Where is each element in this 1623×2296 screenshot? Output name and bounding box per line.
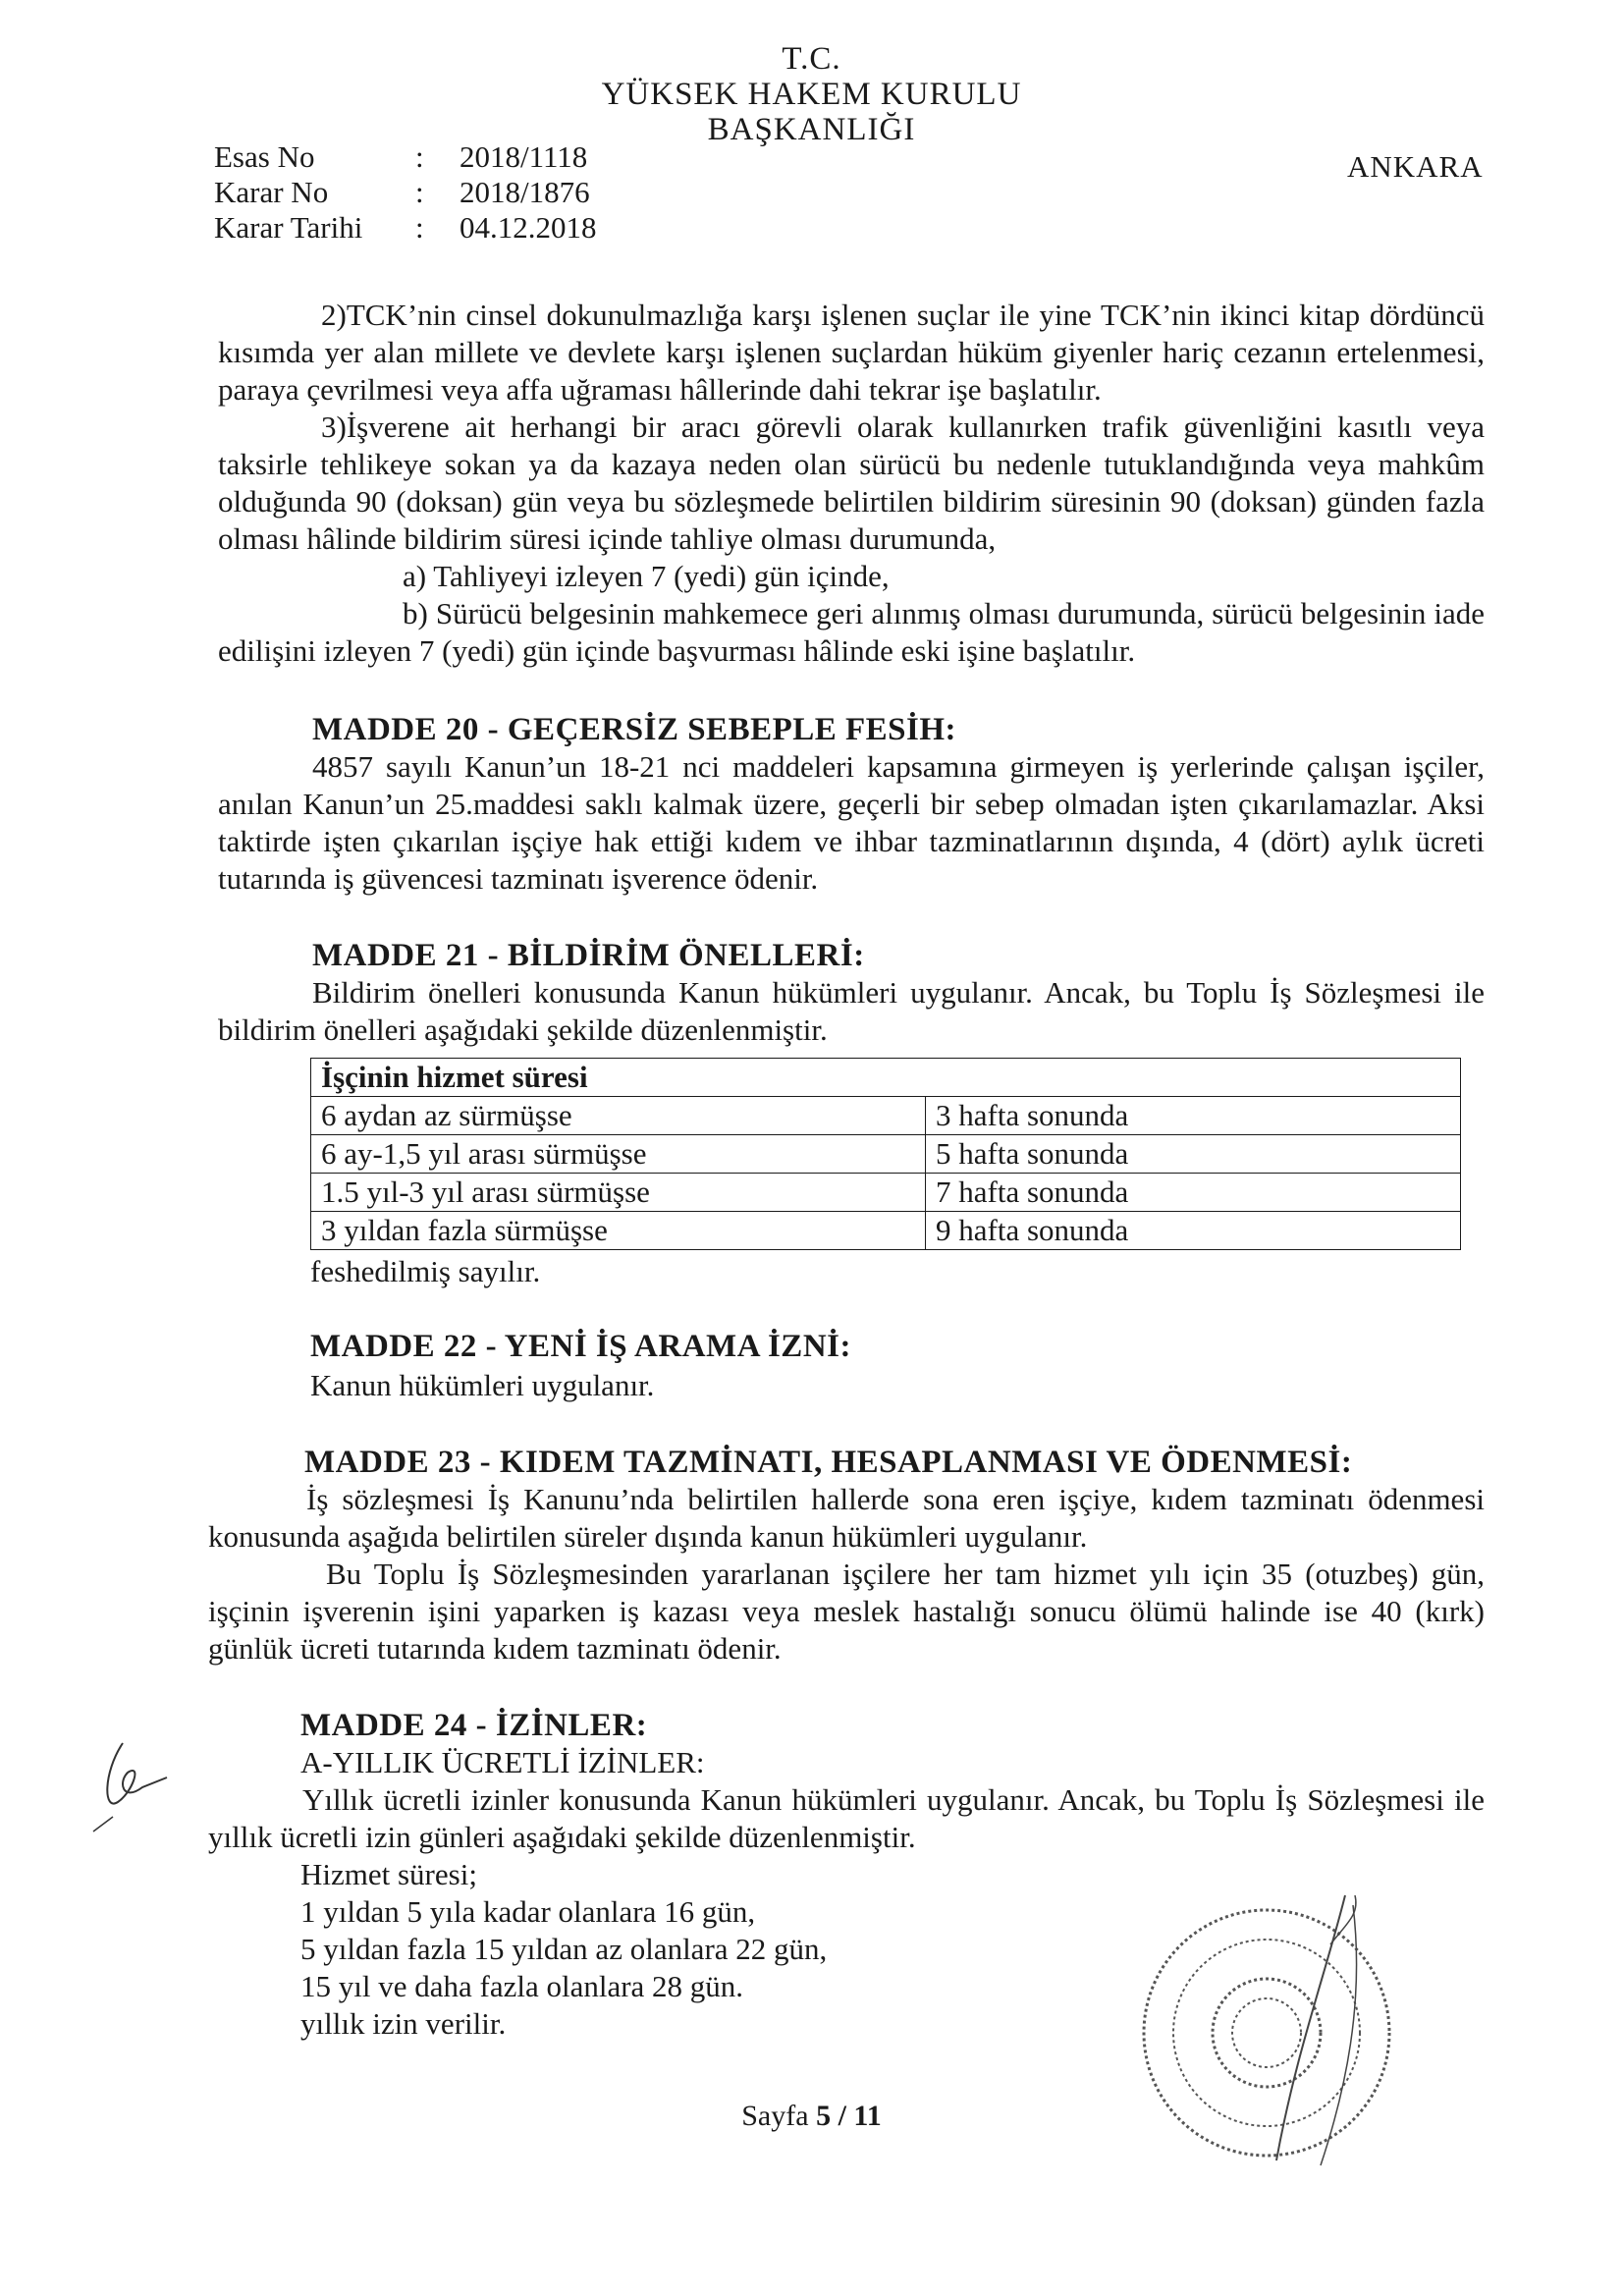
article-21-after: feshedilmiş sayılır. [310, 1254, 541, 1288]
table-cell-duration: 1.5 yıl-3 yıl arası sürmüşse [311, 1174, 926, 1212]
article-20-title: MADDE 20 - GEÇERSİZ SEBEPLE FESİH: [312, 712, 957, 747]
header-institution: YÜKSEK HAKEM KURULU [601, 77, 1022, 112]
article-24-line: 5 yıldan fazla 15 yıldan az olanlara 22 gün, [300, 1932, 828, 1966]
table-row [311, 1212, 1461, 1250]
article-21-text: Bildirim önelleri konusunda Kanun hükümleri uygulanır. Ancak, bu Toplu İş Sözleşmesi ile bildirim önelleri aşağıdaki şekilde düzenlenmiştir. [218, 975, 1485, 1047]
meta-label: Esas No [214, 139, 315, 174]
table-cell-duration: 6 ay-1,5 yıl arası sürmüşse [311, 1135, 926, 1174]
article-24-text: Yıllık ücretli izinler konusunda Kanun hükümleri uygulanır. Ancak, bu Toplu İş Sözleşmesi ile yıllık ücretli izin günleri aşağıdaki şekilde düzenlenmiştir. [208, 1782, 1485, 1854]
paragraph-3: 3)İşverene ait herhangi bir aracı görevli olarak kullanırken trafik güvenliğini kasıtlı veya taksirle tehlikeye sokan ya da kazaya neden olan sürücü bu nedenle tutuklandığında veya mahkûm olduğunda 90 (doksan) gün veya bu sözleşmede belirtilen bildirim süresinin 90 (doksan) günden fazla olması hâlinde bildirim süresi içinde tahliye olması durumunda, [218, 410, 1485, 556]
article-24-line: 15 yıl ve daha fazla olanlara 28 gün. [300, 1969, 744, 2003]
handwritten-initials [83, 1733, 191, 1841]
article-23-p2: Bu Toplu İş Sözleşmesinden yararlanan işçilere her tam hizmet yılı için 35 (otuzbeş) gün, işçinin işverenin işini yaparken iş kazası veya meslek hastalığı sonucu ölümü halinde ise 40 (kırk) günlük ücreti tutarında kıdem tazminatı ödenir. [208, 1557, 1485, 1666]
table-row [311, 1097, 1461, 1135]
meta-value: 04.12.2018 [460, 210, 597, 245]
article-24-title: MADDE 24 - İZİNLER: [300, 1708, 648, 1743]
meta-karar-tarihi: Karar Tarihi : 04.12.2018 [214, 210, 597, 245]
header-city: ANKARA [1347, 149, 1484, 184]
item-b: b) Sürücü belgesinin mahkemece geri alınmış olması durumunda, sürücü belgesinin iade edilişini izleyen 7 (yedi) gün içinde başvurması hâlinde eski işine başlatılır. [218, 596, 1485, 668]
table-header-row [311, 1059, 1461, 1097]
page-number-prefix: Sayfa [741, 2100, 809, 2132]
article-24-line: Hizmet süresi; [300, 1857, 477, 1891]
table-cell-notice: 5 hafta sonunda [926, 1135, 1461, 1174]
meta-value: 2018/1118 [460, 139, 588, 174]
article-23-title: MADDE 23 - KIDEM TAZMİNATI, HESAPLANMASI VE ÖDENMESİ: [304, 1445, 1353, 1480]
header-tc: T.C. [782, 41, 841, 77]
paragraph-2: 2)TCK’nin cinsel dokunulmazlığa karşı işlenen suçlar ile yine TCK’nin ikinci kitap dördüncü kısımda yer alan millete ve devlete karşı işlenen suçlardan hüküm giyenler hariç cezanın ertelenmesi, paraya çevrilmesi veya affa uğraması hâllerinde dahi tekrar işe başlatılır. [218, 298, 1485, 407]
notice-period-table [310, 1058, 1461, 1250]
page-number-value: 5 / 11 [816, 2100, 882, 2132]
meta-karar: Karar No : 2018/1876 [214, 175, 590, 209]
table-cell-duration: 3 yıldan fazla sürmüşse [311, 1212, 926, 1250]
meta-esas: Esas No : 2018/1118 [214, 139, 588, 174]
table-cell-duration: 6 aydan az sürmüşse [311, 1097, 926, 1135]
table-cell-notice: 9 hafta sonunda [926, 1212, 1461, 1250]
header-presidency: BAŞKANLIĞI [707, 112, 916, 147]
meta-label: Karar Tarihi [214, 210, 363, 245]
table-row [311, 1174, 1461, 1212]
article-23-p1: İş sözleşmesi İş Kanunu’nda belirtilen hallerde sona eren işçiye, kıdem tazminatı ödenmesi konusunda aşağıda belirtilen süreler dışında kanun hükümleri uygulanır. [208, 1482, 1485, 1554]
article-24-line: yıllık izin verilir. [300, 2006, 507, 2041]
meta-label: Karar No [214, 175, 329, 209]
article-22-text: Kanun hükümleri uygulanır. [310, 1368, 655, 1402]
page-number [0, 2100, 1623, 2133]
meta-value: 2018/1876 [460, 175, 590, 209]
article-20-text: 4857 sayılı Kanun’un 18-21 nci maddeleri kapsamına girmeyen iş yerlerinde çalışan işçiler, anılan Kanun’un 25.maddesi saklı kalmak üzere, geçerli bir sebep olmadan işten çıkarılamazlar. Aksi taktirde işten çıkarılan işçiye hak ettiği kıdem ve ihbar tazminatlarının dışında, 4 (dört) aylık ücreti tutarında iş güvencesi tazminatı işverence ödenir. [218, 749, 1485, 896]
article-21-title: MADDE 21 - BİLDİRİM ÖNELLERİ: [312, 938, 865, 973]
article-24-line: 1 yıldan 5 yıla kadar olanlara 16 gün, [300, 1894, 756, 1929]
table-row [311, 1135, 1461, 1174]
table-cell-notice: 7 hafta sonunda [926, 1174, 1461, 1212]
table-header-cell: İşçinin hizmet süresi [311, 1059, 1461, 1097]
article-22-title: MADDE 22 - YENİ İŞ ARAMA İZNİ: [310, 1329, 851, 1364]
table-cell-notice: 3 hafta sonunda [926, 1097, 1461, 1135]
official-seal-stamp [1119, 1886, 1414, 2180]
item-a: a) Tahliyeyi izleyen 7 (yedi) gün içinde, [403, 559, 890, 593]
article-24-subtitle: A-YILLIK ÜCRETLİ İZİNLER: [300, 1745, 705, 1779]
